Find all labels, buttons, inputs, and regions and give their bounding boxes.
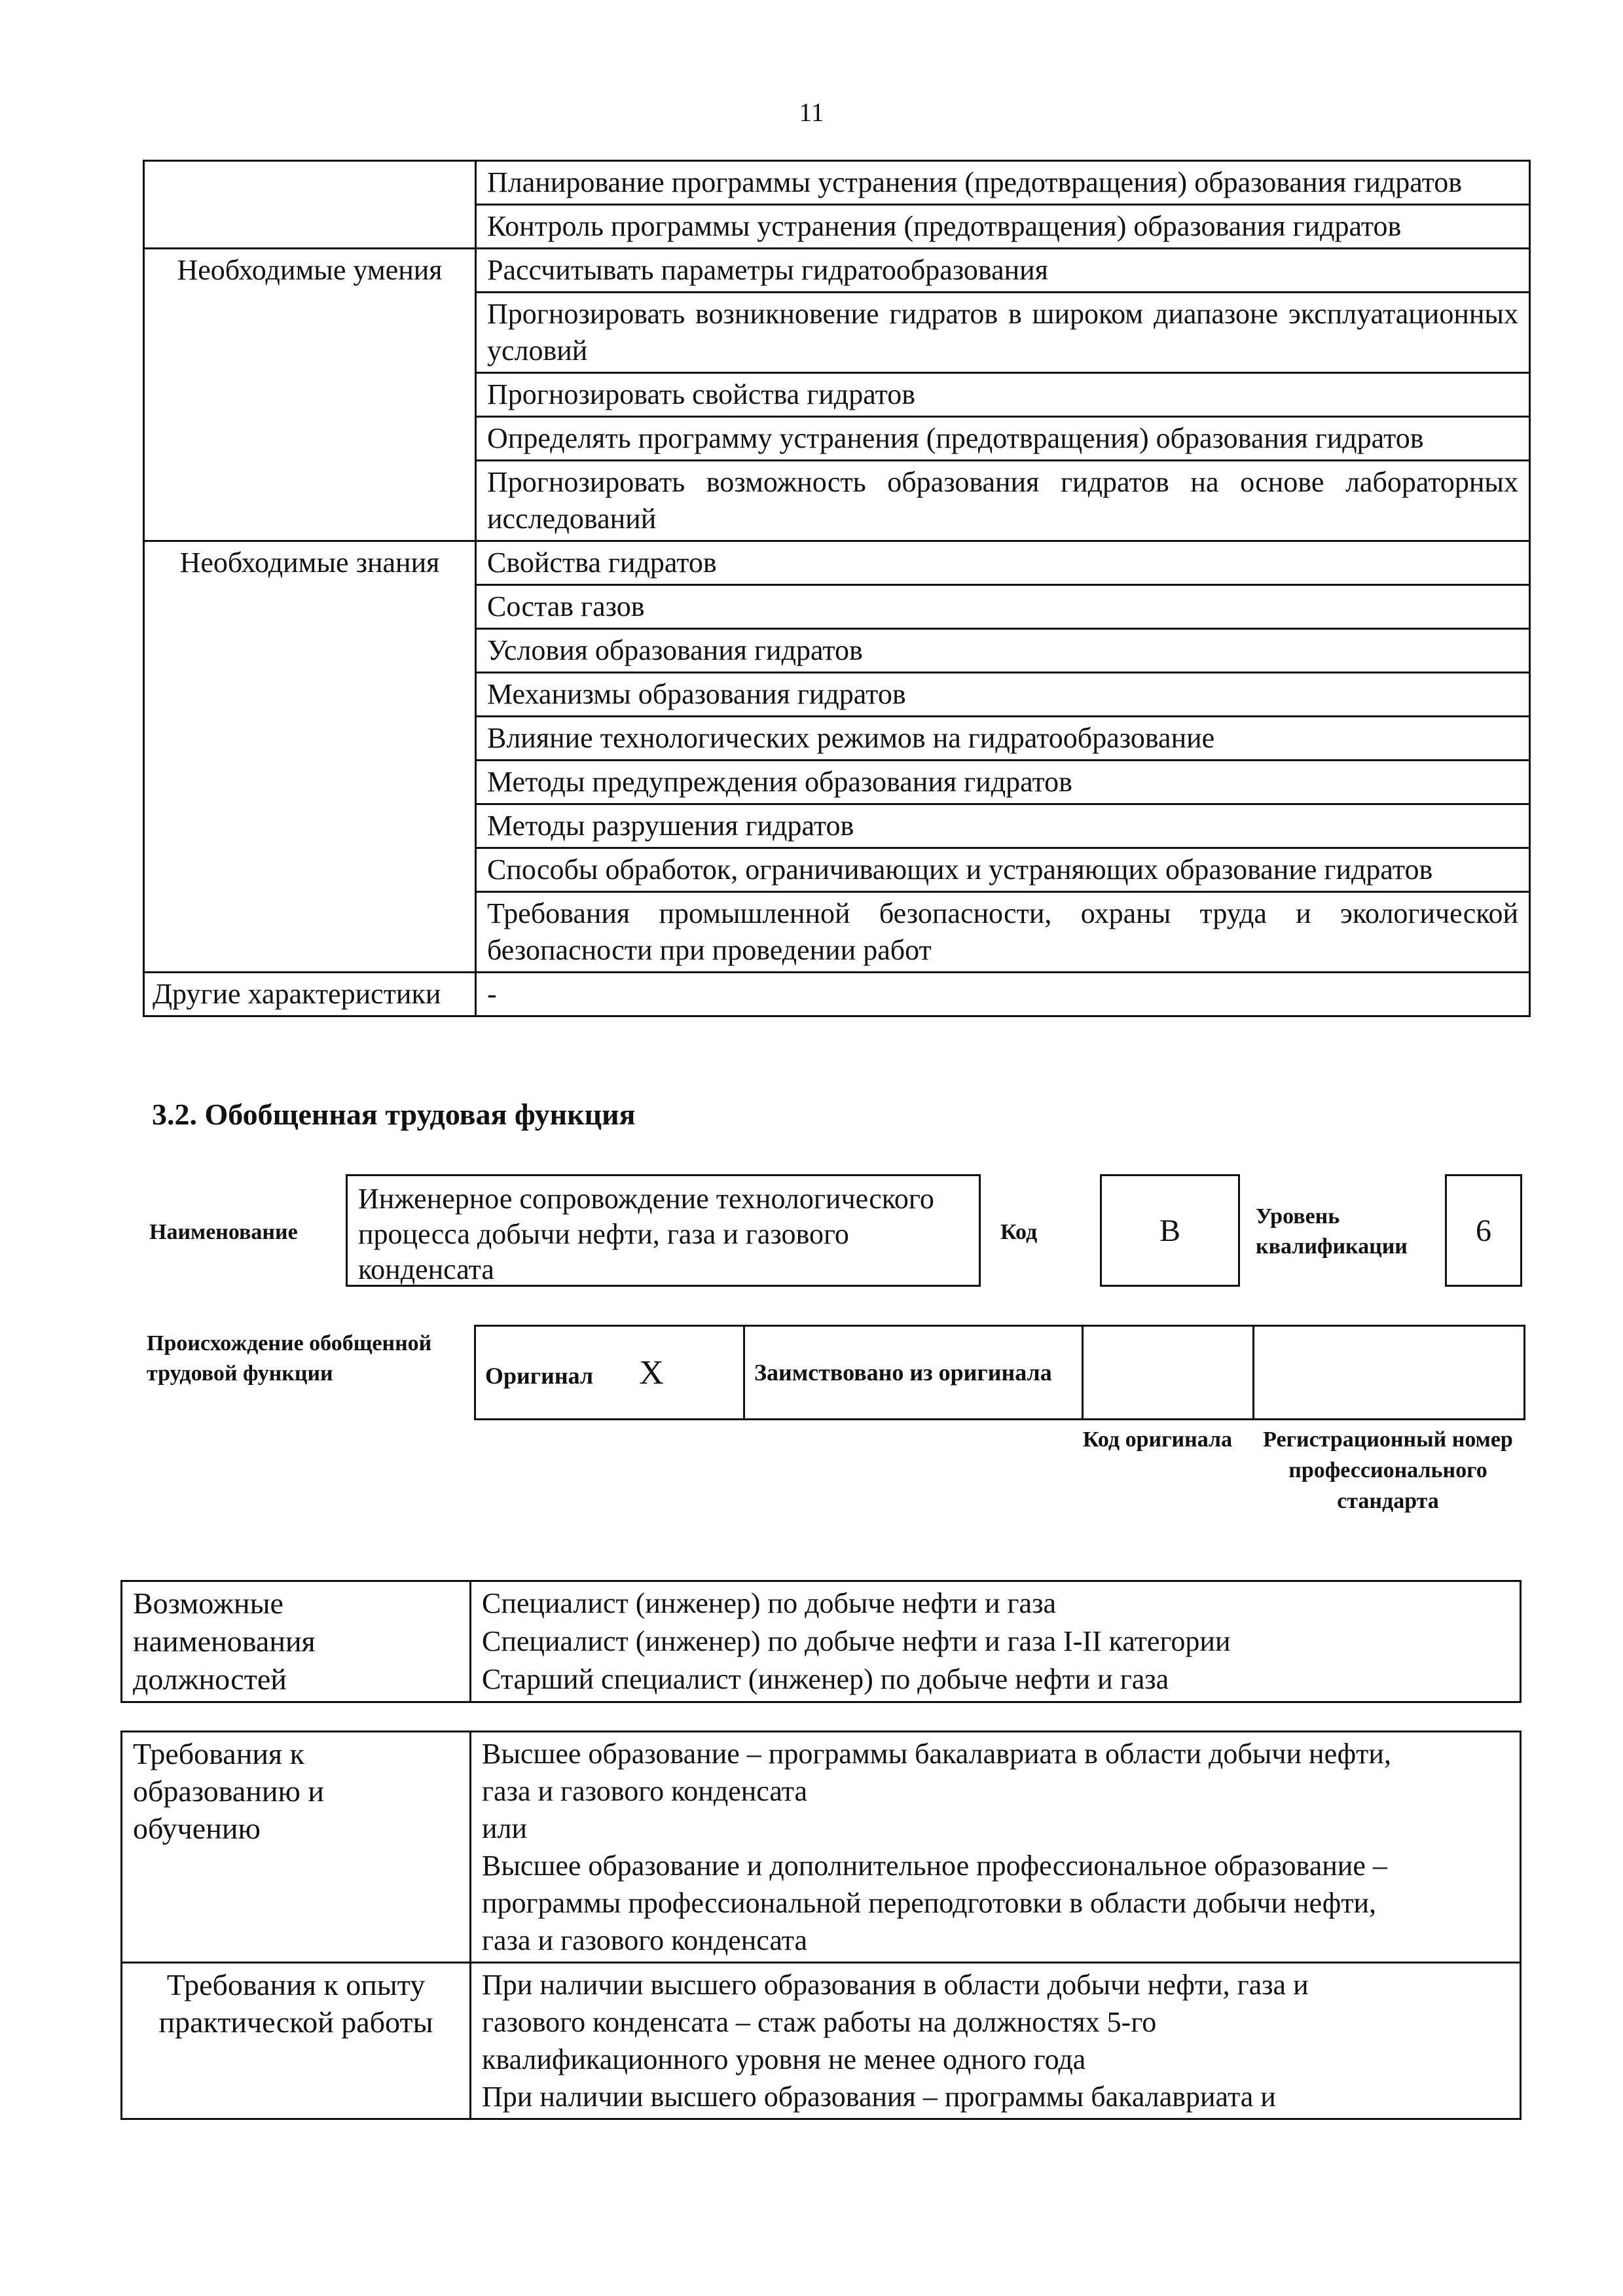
table-cell: Прогнозировать возможность образования гидратов на основе лабораторных исследований xyxy=(476,461,1530,541)
original-label: Оригинал xyxy=(485,1362,594,1389)
education-line: газа и газового конденсата xyxy=(482,1924,808,1956)
reg-number-cell xyxy=(1254,1326,1525,1420)
table-cell: Методы разрушения гидратов xyxy=(476,804,1530,848)
position-item: Специалист (инженер) по добыче нефти и газа I-II категории xyxy=(482,1625,1231,1657)
requirements-table xyxy=(120,1731,1522,2120)
experience-label: Требования к опыту практической работы xyxy=(122,1963,471,2119)
row-label xyxy=(144,161,476,249)
table-row xyxy=(122,1963,1521,2119)
table-row xyxy=(144,541,1530,585)
level-value-box: 6 xyxy=(1445,1174,1522,1287)
code-original-caption: Код оригинала xyxy=(1082,1427,1233,1452)
experience-text xyxy=(471,1963,1521,2119)
experience-line: При наличии высшего образования – программы бакалавриата и xyxy=(482,2081,1276,2113)
education-line: программы профессиональной переподготовки в области добычи нефти, xyxy=(482,1887,1376,1919)
position-item: Специалист (инженер) по добыче нефти и газа xyxy=(482,1587,1056,1619)
borrowed-cell: Заимствовано из оригинала xyxy=(744,1326,1083,1420)
education-line: Высшее образование – программы бакалавриата в области добычи нефти, xyxy=(482,1738,1391,1770)
table-row xyxy=(144,249,1530,293)
code-value-box: B xyxy=(1100,1174,1240,1287)
name-value-box: Инженерное сопровождение технологического процесса добычи нефти, газа и газового конденсата xyxy=(346,1174,981,1287)
origin-label: Происхождение обобщенной трудовой функции xyxy=(147,1331,432,1386)
code-label: Код xyxy=(1000,1220,1038,1244)
section-heading: 3.2. Обобщенная трудовая функция xyxy=(152,1098,636,1131)
table-row xyxy=(144,973,1530,1016)
table-cell: Способы обработок, ограничивающих и устраняющих образование гидратов xyxy=(476,848,1530,892)
level-label: Уровень квалификации xyxy=(1256,1204,1408,1259)
table-cell: Методы предупреждения образования гидратов xyxy=(476,761,1530,804)
table-cell: Определять программу устранения (предотвращения) образования гидратов xyxy=(476,417,1530,461)
table-cell: Свойства гидратов xyxy=(476,541,1530,585)
experience-line: газового конденсата – стаж работы на должностях 5-го xyxy=(482,2006,1157,2038)
experience-line: При наличии высшего образования в области добычи нефти, газа и xyxy=(482,1969,1309,2001)
table-row xyxy=(144,161,1530,205)
origin-table xyxy=(474,1325,1525,1420)
table-cell: Рассчитывать параметры гидратообразования xyxy=(476,249,1530,293)
table-cell: - xyxy=(476,973,1530,1016)
education-line: или xyxy=(482,1812,528,1844)
positions-list xyxy=(471,1581,1521,1702)
original-cell xyxy=(475,1326,744,1420)
education-text xyxy=(471,1732,1521,1963)
name-label: Наименование xyxy=(149,1220,298,1244)
row-label-knowledge: Необходимые знания xyxy=(144,541,476,973)
positions-label: Возможные наименования должностей xyxy=(122,1581,471,1702)
table-row xyxy=(475,1326,1525,1420)
table-cell: Условия образования гидратов xyxy=(476,629,1530,673)
row-label-other: Другие характеристики xyxy=(144,973,476,1016)
table-row xyxy=(122,1581,1521,1702)
table-cell: Планирование программы устранения (предотвращения) образования гидратов xyxy=(476,161,1530,205)
education-line: газа и газового конденсата xyxy=(482,1775,808,1807)
table-cell: Контроль программы устранения (предотвращения) образования гидратов xyxy=(476,205,1530,249)
table-cell: Влияние технологических режимов на гидратообразование xyxy=(476,717,1530,761)
experience-line: квалификационного уровня не менее одного года xyxy=(482,2043,1086,2075)
reg-number-caption: Регистрационный номер профессионального стандарта xyxy=(1263,1427,1513,1513)
table-row xyxy=(122,1732,1521,1963)
table-cell: Прогнозировать возникновение гидратов в широком диапазоне эксплуатационных условий xyxy=(476,293,1530,373)
education-label: Требования к образованию и обучению xyxy=(122,1732,471,1963)
table-cell: Механизмы образования гидратов xyxy=(476,673,1530,717)
table-cell: Состав газов xyxy=(476,585,1530,629)
page-number: 11 xyxy=(799,98,824,127)
positions-table xyxy=(120,1580,1522,1703)
code-original-cell xyxy=(1083,1326,1254,1420)
education-line: Высшее образование и дополнительное профессиональное образование – xyxy=(482,1850,1387,1882)
table-cell: Прогнозировать свойства гидратов xyxy=(476,373,1530,417)
skills-knowledge-table xyxy=(143,160,1531,1017)
position-item: Старший специалист (инженер) по добыче нефти и газа xyxy=(482,1663,1169,1695)
table-cell: Требования промышленной безопасности, охраны труда и экологической безопасности при проведении работ xyxy=(476,892,1530,973)
original-mark: X xyxy=(639,1354,664,1391)
row-label-skills: Необходимые умения xyxy=(144,249,476,541)
